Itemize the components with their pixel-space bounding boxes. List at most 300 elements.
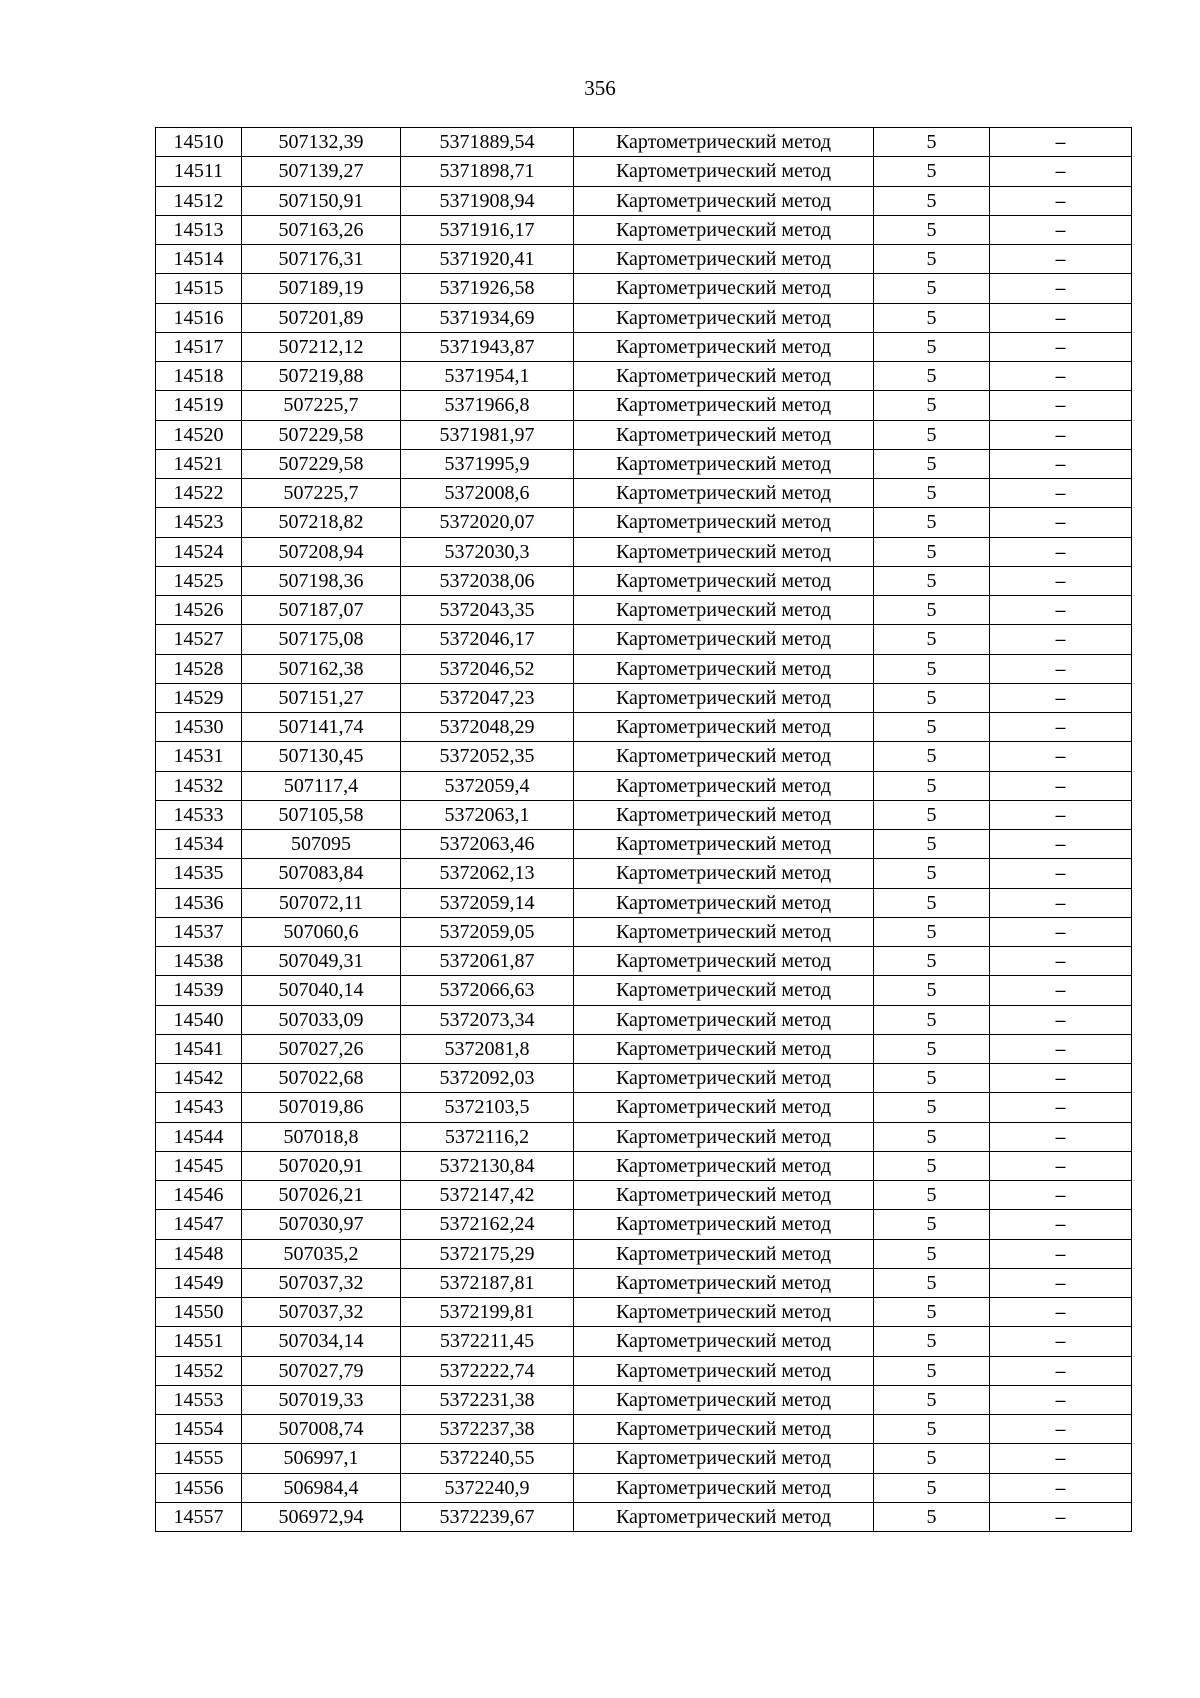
y-coordinate-cell: 5372047,23 xyxy=(401,683,574,712)
description-cell: – xyxy=(990,830,1132,859)
description-cell: – xyxy=(990,391,1132,420)
y-coordinate-cell: 5371934,69 xyxy=(401,303,574,332)
accuracy-cell: 5 xyxy=(874,128,990,157)
table-row xyxy=(156,1327,1132,1356)
x-coordinate-cell: 506984,4 xyxy=(242,1473,401,1502)
method-cell: Картометрический метод xyxy=(574,1005,874,1034)
description-cell: – xyxy=(990,1415,1132,1444)
table-row xyxy=(156,362,1132,391)
y-coordinate-cell: 5372062,13 xyxy=(401,859,574,888)
y-coordinate-cell: 5371966,8 xyxy=(401,391,574,420)
y-coordinate-cell: 5371920,41 xyxy=(401,245,574,274)
table-row xyxy=(156,245,1132,274)
description-cell: – xyxy=(990,1502,1132,1531)
point-number-cell: 14534 xyxy=(156,830,242,859)
y-coordinate-cell: 5372240,55 xyxy=(401,1444,574,1473)
y-coordinate-cell: 5372008,6 xyxy=(401,479,574,508)
x-coordinate-cell: 507208,94 xyxy=(242,537,401,566)
point-number-cell: 14512 xyxy=(156,186,242,215)
y-coordinate-cell: 5372199,81 xyxy=(401,1298,574,1327)
accuracy-cell: 5 xyxy=(874,1005,990,1034)
y-coordinate-cell: 5372059,4 xyxy=(401,771,574,800)
table-row xyxy=(156,1122,1132,1151)
y-coordinate-cell: 5372222,74 xyxy=(401,1356,574,1385)
point-number-cell: 14521 xyxy=(156,449,242,478)
method-cell: Картометрический метод xyxy=(574,186,874,215)
x-coordinate-cell: 507130,45 xyxy=(242,742,401,771)
accuracy-cell: 5 xyxy=(874,274,990,303)
y-coordinate-cell: 5371943,87 xyxy=(401,332,574,361)
table-row xyxy=(156,713,1132,742)
description-cell: – xyxy=(990,917,1132,946)
accuracy-cell: 5 xyxy=(874,1356,990,1385)
x-coordinate-cell: 507162,38 xyxy=(242,654,401,683)
point-number-cell: 14527 xyxy=(156,625,242,654)
x-coordinate-cell: 507176,31 xyxy=(242,245,401,274)
point-number-cell: 14529 xyxy=(156,683,242,712)
description-cell: – xyxy=(990,1268,1132,1297)
table-row xyxy=(156,128,1132,157)
x-coordinate-cell: 507139,27 xyxy=(242,157,401,186)
table-row xyxy=(156,215,1132,244)
y-coordinate-cell: 5372211,45 xyxy=(401,1327,574,1356)
point-number-cell: 14533 xyxy=(156,800,242,829)
point-number-cell: 14555 xyxy=(156,1444,242,1473)
method-cell: Картометрический метод xyxy=(574,391,874,420)
accuracy-cell: 5 xyxy=(874,1327,990,1356)
method-cell: Картометрический метод xyxy=(574,1356,874,1385)
table-row xyxy=(156,1444,1132,1473)
method-cell: Картометрический метод xyxy=(574,215,874,244)
table-row xyxy=(156,742,1132,771)
point-number-cell: 14523 xyxy=(156,508,242,537)
method-cell: Картометрический метод xyxy=(574,1064,874,1093)
method-cell: Картометрический метод xyxy=(574,1034,874,1063)
table-row xyxy=(156,1151,1132,1180)
accuracy-cell: 5 xyxy=(874,508,990,537)
description-cell: – xyxy=(990,742,1132,771)
description-cell: – xyxy=(990,508,1132,537)
method-cell: Картометрический метод xyxy=(574,654,874,683)
y-coordinate-cell: 5372162,24 xyxy=(401,1210,574,1239)
description-cell: – xyxy=(990,1327,1132,1356)
accuracy-cell: 5 xyxy=(874,976,990,1005)
point-number-cell: 14546 xyxy=(156,1181,242,1210)
accuracy-cell: 5 xyxy=(874,479,990,508)
table-row xyxy=(156,186,1132,215)
x-coordinate-cell: 507083,84 xyxy=(242,859,401,888)
point-number-cell: 14541 xyxy=(156,1034,242,1063)
table-row xyxy=(156,1268,1132,1297)
description-cell: – xyxy=(990,303,1132,332)
table-row xyxy=(156,947,1132,976)
method-cell: Картометрический метод xyxy=(574,245,874,274)
description-cell: – xyxy=(990,537,1132,566)
y-coordinate-cell: 5372061,87 xyxy=(401,947,574,976)
y-coordinate-cell: 5372116,2 xyxy=(401,1122,574,1151)
table-row xyxy=(156,1298,1132,1327)
method-cell: Картометрический метод xyxy=(574,976,874,1005)
accuracy-cell: 5 xyxy=(874,332,990,361)
method-cell: Картометрический метод xyxy=(574,1122,874,1151)
description-cell: – xyxy=(990,332,1132,361)
method-cell: Картометрический метод xyxy=(574,830,874,859)
description-cell: – xyxy=(990,771,1132,800)
y-coordinate-cell: 5372059,14 xyxy=(401,888,574,917)
x-coordinate-cell: 507060,6 xyxy=(242,917,401,946)
method-cell: Картометрический метод xyxy=(574,947,874,976)
table-row xyxy=(156,1385,1132,1414)
method-cell: Картометрический метод xyxy=(574,128,874,157)
accuracy-cell: 5 xyxy=(874,186,990,215)
x-coordinate-cell: 507020,91 xyxy=(242,1151,401,1180)
description-cell: – xyxy=(990,1122,1132,1151)
point-number-cell: 14557 xyxy=(156,1502,242,1531)
method-cell: Картометрический метод xyxy=(574,917,874,946)
table-row xyxy=(156,654,1132,683)
point-number-cell: 14525 xyxy=(156,566,242,595)
point-number-cell: 14517 xyxy=(156,332,242,361)
table-row xyxy=(156,449,1132,478)
accuracy-cell: 5 xyxy=(874,391,990,420)
y-coordinate-cell: 5372092,03 xyxy=(401,1064,574,1093)
accuracy-cell: 5 xyxy=(874,1210,990,1239)
description-cell: – xyxy=(990,1239,1132,1268)
x-coordinate-cell: 507198,36 xyxy=(242,566,401,595)
x-coordinate-cell: 507033,09 xyxy=(242,1005,401,1034)
x-coordinate-cell: 507229,58 xyxy=(242,449,401,478)
point-number-cell: 14538 xyxy=(156,947,242,976)
table-row xyxy=(156,1210,1132,1239)
accuracy-cell: 5 xyxy=(874,713,990,742)
point-number-cell: 14536 xyxy=(156,888,242,917)
description-cell: – xyxy=(990,859,1132,888)
table-row xyxy=(156,332,1132,361)
x-coordinate-cell: 507151,27 xyxy=(242,683,401,712)
x-coordinate-cell: 507163,26 xyxy=(242,215,401,244)
y-coordinate-cell: 5371926,58 xyxy=(401,274,574,303)
description-cell: – xyxy=(990,1356,1132,1385)
x-coordinate-cell: 507008,74 xyxy=(242,1415,401,1444)
description-cell: – xyxy=(990,654,1132,683)
x-coordinate-cell: 507037,32 xyxy=(242,1298,401,1327)
x-coordinate-cell: 507212,12 xyxy=(242,332,401,361)
description-cell: – xyxy=(990,1444,1132,1473)
x-coordinate-cell: 507034,14 xyxy=(242,1327,401,1356)
x-coordinate-cell: 507018,8 xyxy=(242,1122,401,1151)
y-coordinate-cell: 5372240,9 xyxy=(401,1473,574,1502)
method-cell: Картометрический метод xyxy=(574,596,874,625)
accuracy-cell: 5 xyxy=(874,654,990,683)
table-row xyxy=(156,1064,1132,1093)
description-cell: – xyxy=(990,479,1132,508)
description-cell: – xyxy=(990,157,1132,186)
accuracy-cell: 5 xyxy=(874,1268,990,1297)
point-number-cell: 14551 xyxy=(156,1327,242,1356)
description-cell: – xyxy=(990,596,1132,625)
table-row xyxy=(156,479,1132,508)
accuracy-cell: 5 xyxy=(874,742,990,771)
table-row xyxy=(156,771,1132,800)
table-row xyxy=(156,917,1132,946)
table-row xyxy=(156,888,1132,917)
point-number-cell: 14547 xyxy=(156,1210,242,1239)
x-coordinate-cell: 506972,94 xyxy=(242,1502,401,1531)
y-coordinate-cell: 5371981,97 xyxy=(401,420,574,449)
x-coordinate-cell: 507035,2 xyxy=(242,1239,401,1268)
description-cell: – xyxy=(990,1034,1132,1063)
x-coordinate-cell: 507022,68 xyxy=(242,1064,401,1093)
method-cell: Картометрический метод xyxy=(574,742,874,771)
y-coordinate-cell: 5372081,8 xyxy=(401,1034,574,1063)
point-number-cell: 14549 xyxy=(156,1268,242,1297)
method-cell: Картометрический метод xyxy=(574,420,874,449)
y-coordinate-cell: 5372147,42 xyxy=(401,1181,574,1210)
method-cell: Картометрический метод xyxy=(574,1298,874,1327)
table-row xyxy=(156,274,1132,303)
accuracy-cell: 5 xyxy=(874,1093,990,1122)
y-coordinate-cell: 5372063,46 xyxy=(401,830,574,859)
point-number-cell: 14530 xyxy=(156,713,242,742)
point-number-cell: 14519 xyxy=(156,391,242,420)
description-cell: – xyxy=(990,683,1132,712)
point-number-cell: 14535 xyxy=(156,859,242,888)
accuracy-cell: 5 xyxy=(874,830,990,859)
y-coordinate-cell: 5372066,63 xyxy=(401,976,574,1005)
description-cell: – xyxy=(990,186,1132,215)
accuracy-cell: 5 xyxy=(874,1064,990,1093)
table-row xyxy=(156,683,1132,712)
x-coordinate-cell: 507229,58 xyxy=(242,420,401,449)
accuracy-cell: 5 xyxy=(874,1239,990,1268)
table-row xyxy=(156,830,1132,859)
method-cell: Картометрический метод xyxy=(574,1327,874,1356)
description-cell: – xyxy=(990,800,1132,829)
table-row xyxy=(156,303,1132,332)
point-number-cell: 14539 xyxy=(156,976,242,1005)
accuracy-cell: 5 xyxy=(874,362,990,391)
table-row xyxy=(156,391,1132,420)
accuracy-cell: 5 xyxy=(874,859,990,888)
y-coordinate-cell: 5371954,1 xyxy=(401,362,574,391)
point-number-cell: 14526 xyxy=(156,596,242,625)
point-number-cell: 14524 xyxy=(156,537,242,566)
method-cell: Картометрический метод xyxy=(574,362,874,391)
description-cell: – xyxy=(990,713,1132,742)
description-cell: – xyxy=(990,215,1132,244)
x-coordinate-cell: 507040,14 xyxy=(242,976,401,1005)
method-cell: Картометрический метод xyxy=(574,1151,874,1180)
method-cell: Картометрический метод xyxy=(574,1093,874,1122)
description-cell: – xyxy=(990,1298,1132,1327)
description-cell: – xyxy=(990,449,1132,478)
accuracy-cell: 5 xyxy=(874,157,990,186)
x-coordinate-cell: 507201,89 xyxy=(242,303,401,332)
table-row xyxy=(156,566,1132,595)
point-number-cell: 14543 xyxy=(156,1093,242,1122)
method-cell: Картометрический метод xyxy=(574,800,874,829)
method-cell: Картометрический метод xyxy=(574,537,874,566)
point-number-cell: 14520 xyxy=(156,420,242,449)
method-cell: Картометрический метод xyxy=(574,683,874,712)
table-row xyxy=(156,1239,1132,1268)
table-row xyxy=(156,596,1132,625)
x-coordinate-cell: 507225,7 xyxy=(242,479,401,508)
y-coordinate-cell: 5372052,35 xyxy=(401,742,574,771)
y-coordinate-cell: 5372175,29 xyxy=(401,1239,574,1268)
method-cell: Картометрический метод xyxy=(574,713,874,742)
description-cell: – xyxy=(990,566,1132,595)
point-number-cell: 14540 xyxy=(156,1005,242,1034)
point-number-cell: 14522 xyxy=(156,479,242,508)
point-number-cell: 14548 xyxy=(156,1239,242,1268)
accuracy-cell: 5 xyxy=(874,888,990,917)
x-coordinate-cell: 507141,74 xyxy=(242,713,401,742)
x-coordinate-cell: 507225,7 xyxy=(242,391,401,420)
x-coordinate-cell: 507027,26 xyxy=(242,1034,401,1063)
description-cell: – xyxy=(990,888,1132,917)
table-row xyxy=(156,508,1132,537)
point-number-cell: 14554 xyxy=(156,1415,242,1444)
description-cell: – xyxy=(990,362,1132,391)
y-coordinate-cell: 5372130,84 xyxy=(401,1151,574,1180)
accuracy-cell: 5 xyxy=(874,625,990,654)
point-number-cell: 14518 xyxy=(156,362,242,391)
accuracy-cell: 5 xyxy=(874,800,990,829)
x-coordinate-cell: 507049,31 xyxy=(242,947,401,976)
method-cell: Картометрический метод xyxy=(574,1239,874,1268)
accuracy-cell: 5 xyxy=(874,1415,990,1444)
accuracy-cell: 5 xyxy=(874,1151,990,1180)
point-number-cell: 14556 xyxy=(156,1473,242,1502)
x-coordinate-cell: 507095 xyxy=(242,830,401,859)
description-cell: – xyxy=(990,1385,1132,1414)
method-cell: Картометрический метод xyxy=(574,1444,874,1473)
method-cell: Картометрический метод xyxy=(574,888,874,917)
table-row xyxy=(156,1473,1132,1502)
x-coordinate-cell: 507219,88 xyxy=(242,362,401,391)
point-number-cell: 14511 xyxy=(156,157,242,186)
y-coordinate-cell: 5372103,5 xyxy=(401,1093,574,1122)
table-row xyxy=(156,1034,1132,1063)
method-cell: Картометрический метод xyxy=(574,1473,874,1502)
description-cell: – xyxy=(990,1181,1132,1210)
accuracy-cell: 5 xyxy=(874,1122,990,1151)
x-coordinate-cell: 507027,79 xyxy=(242,1356,401,1385)
y-coordinate-cell: 5372073,34 xyxy=(401,1005,574,1034)
x-coordinate-cell: 507218,82 xyxy=(242,508,401,537)
y-coordinate-cell: 5372187,81 xyxy=(401,1268,574,1297)
point-number-cell: 14528 xyxy=(156,654,242,683)
accuracy-cell: 5 xyxy=(874,449,990,478)
x-coordinate-cell: 507037,32 xyxy=(242,1268,401,1297)
table-row xyxy=(156,157,1132,186)
accuracy-cell: 5 xyxy=(874,1473,990,1502)
accuracy-cell: 5 xyxy=(874,947,990,976)
description-cell: – xyxy=(990,128,1132,157)
x-coordinate-cell: 507019,86 xyxy=(242,1093,401,1122)
table-row xyxy=(156,976,1132,1005)
y-coordinate-cell: 5372046,17 xyxy=(401,625,574,654)
y-coordinate-cell: 5372237,38 xyxy=(401,1415,574,1444)
point-number-cell: 14537 xyxy=(156,917,242,946)
accuracy-cell: 5 xyxy=(874,1034,990,1063)
y-coordinate-cell: 5372059,05 xyxy=(401,917,574,946)
method-cell: Картометрический метод xyxy=(574,771,874,800)
description-cell: – xyxy=(990,245,1132,274)
point-number-cell: 14532 xyxy=(156,771,242,800)
point-number-cell: 14544 xyxy=(156,1122,242,1151)
y-coordinate-cell: 5372063,1 xyxy=(401,800,574,829)
accuracy-cell: 5 xyxy=(874,917,990,946)
accuracy-cell: 5 xyxy=(874,215,990,244)
x-coordinate-cell: 507026,21 xyxy=(242,1181,401,1210)
accuracy-cell: 5 xyxy=(874,1502,990,1531)
y-coordinate-cell: 5372048,29 xyxy=(401,713,574,742)
description-cell: – xyxy=(990,1151,1132,1180)
coordinates-table xyxy=(155,127,1132,1532)
method-cell: Картометрический метод xyxy=(574,157,874,186)
x-coordinate-cell: 507150,91 xyxy=(242,186,401,215)
y-coordinate-cell: 5372239,67 xyxy=(401,1502,574,1531)
accuracy-cell: 5 xyxy=(874,771,990,800)
x-coordinate-cell: 507105,58 xyxy=(242,800,401,829)
y-coordinate-cell: 5371908,94 xyxy=(401,186,574,215)
table-row xyxy=(156,1356,1132,1385)
point-number-cell: 14515 xyxy=(156,274,242,303)
accuracy-cell: 5 xyxy=(874,1385,990,1414)
description-cell: – xyxy=(990,1005,1132,1034)
method-cell: Картометрический метод xyxy=(574,274,874,303)
x-coordinate-cell: 507189,19 xyxy=(242,274,401,303)
method-cell: Картометрический метод xyxy=(574,625,874,654)
table-row xyxy=(156,1415,1132,1444)
method-cell: Картометрический метод xyxy=(574,303,874,332)
method-cell: Картометрический метод xyxy=(574,332,874,361)
y-coordinate-cell: 5372038,06 xyxy=(401,566,574,595)
method-cell: Картометрический метод xyxy=(574,449,874,478)
y-coordinate-cell: 5371995,9 xyxy=(401,449,574,478)
description-cell: – xyxy=(990,1093,1132,1122)
description-cell: – xyxy=(990,420,1132,449)
point-number-cell: 14550 xyxy=(156,1298,242,1327)
accuracy-cell: 5 xyxy=(874,566,990,595)
y-coordinate-cell: 5372043,35 xyxy=(401,596,574,625)
method-cell: Картометрический метод xyxy=(574,1268,874,1297)
point-number-cell: 14516 xyxy=(156,303,242,332)
accuracy-cell: 5 xyxy=(874,1444,990,1473)
x-coordinate-cell: 507072,11 xyxy=(242,888,401,917)
coordinates-table-body xyxy=(156,128,1132,1532)
table-row xyxy=(156,537,1132,566)
x-coordinate-cell: 507187,07 xyxy=(242,596,401,625)
table-row xyxy=(156,1181,1132,1210)
page-number: 356 xyxy=(584,76,616,100)
y-coordinate-cell: 5372231,38 xyxy=(401,1385,574,1414)
point-number-cell: 14553 xyxy=(156,1385,242,1414)
method-cell: Картометрический метод xyxy=(574,508,874,537)
y-coordinate-cell: 5372030,3 xyxy=(401,537,574,566)
table-row xyxy=(156,625,1132,654)
method-cell: Картометрический метод xyxy=(574,1502,874,1531)
description-cell: – xyxy=(990,1064,1132,1093)
accuracy-cell: 5 xyxy=(874,420,990,449)
description-cell: – xyxy=(990,1473,1132,1502)
y-coordinate-cell: 5371898,71 xyxy=(401,157,574,186)
description-cell: – xyxy=(990,976,1132,1005)
point-number-cell: 14513 xyxy=(156,215,242,244)
method-cell: Картометрический метод xyxy=(574,479,874,508)
